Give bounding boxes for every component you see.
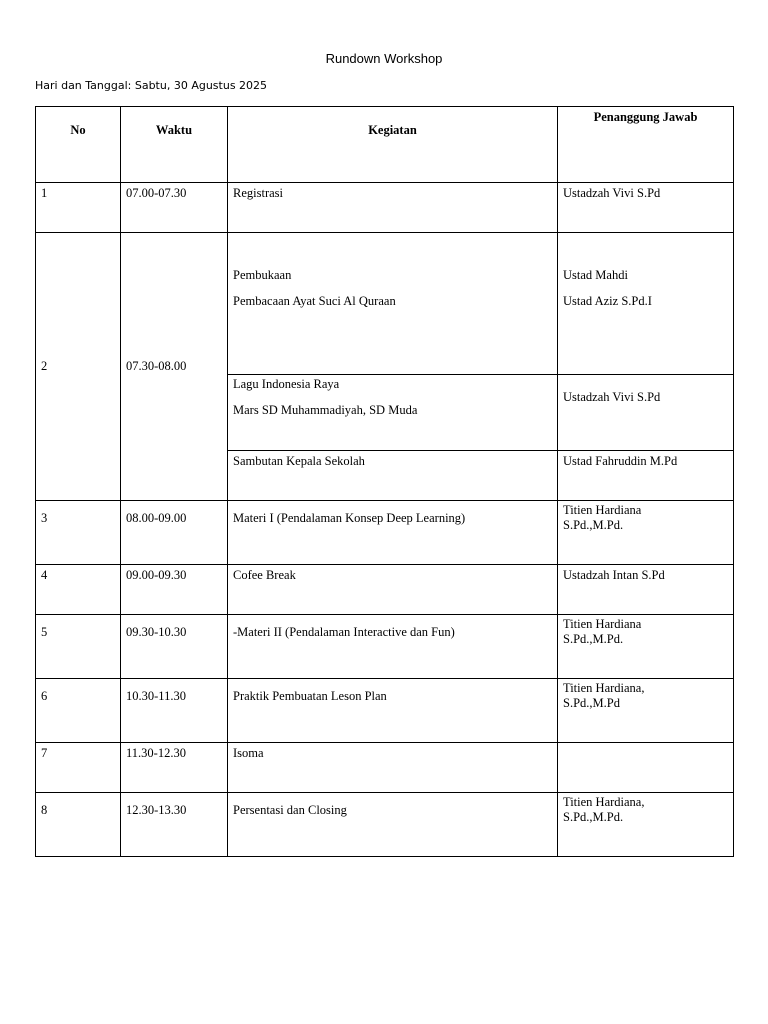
table-row [36, 793, 734, 857]
row-kegiatan: Cofee Break [228, 565, 558, 615]
row-no: 1 [36, 183, 121, 233]
row-pj [558, 679, 734, 743]
header-kegiatan: Kegiatan [228, 107, 558, 183]
row-kegiatan: Materi I (Pendalaman Konsep Deep Learning) [228, 501, 558, 565]
row-kegiatan [228, 375, 558, 451]
header-no: No [36, 107, 121, 183]
row-kegiatan: Sambutan Kepala Sekolah [228, 451, 558, 501]
row-kegiatan: Isoma [228, 743, 558, 793]
table-row [36, 501, 734, 565]
table-header-row [36, 107, 734, 183]
row-no: 3 [36, 501, 121, 565]
row-no: 6 [36, 679, 121, 743]
pj-line: S.Pd.,M.Pd. [563, 518, 624, 532]
pj-line: S.Pd.,M.Pd. [563, 632, 624, 646]
pj-line: Titien Hardiana, [563, 681, 645, 695]
row-no: 4 [36, 565, 121, 615]
row-pj [558, 615, 734, 679]
kegiatan-line: Lagu Indonesia Raya [233, 377, 340, 391]
table-row [36, 565, 734, 615]
row-pj: Ustadzah Vivi S.Pd [558, 183, 734, 233]
page-title: Rundown Workshop [325, 51, 443, 66]
table-row [36, 233, 734, 375]
row-waktu: 09.30-10.30 [121, 615, 228, 679]
pj-line: S.Pd.,M.Pd. [563, 810, 624, 824]
table-row [36, 679, 734, 743]
pj-line: Titien Hardiana, [563, 795, 645, 809]
row-kegiatan: Persentasi dan Closing [228, 793, 558, 857]
kegiatan-line: Pembukaan [233, 268, 292, 282]
row-waktu: 11.30-12.30 [121, 743, 228, 793]
row-kegiatan: Registrasi [228, 183, 558, 233]
header-penanggung-jawab: Penanggung Jawab [558, 107, 734, 183]
row-kegiatan: -Materi II (Pendalaman Interactive dan Fun) [228, 615, 558, 679]
row-kegiatan [228, 233, 558, 375]
row-waktu: 12.30-13.30 [121, 793, 228, 857]
pj-line: Titien Hardiana [563, 617, 642, 631]
row-waktu: 07.00-07.30 [121, 183, 228, 233]
row-kegiatan: Praktik Pembuatan Leson Plan [228, 679, 558, 743]
row-pj [558, 501, 734, 565]
row-no: 7 [36, 743, 121, 793]
date-line: Hari dan Tanggal: Sabtu, 30 Agustus 2025 [35, 79, 268, 92]
header-waktu: Waktu [121, 107, 228, 183]
pj-line: S.Pd.,M.Pd [563, 696, 620, 710]
row-waktu: 07.30-08.00 [121, 233, 228, 501]
row-pj [558, 793, 734, 857]
row-waktu: 10.30-11.30 [121, 679, 228, 743]
row-waktu: 08.00-09.00 [121, 501, 228, 565]
row-waktu: 09.00-09.30 [121, 565, 228, 615]
rundown-table [35, 106, 734, 857]
pj-line: Ustad Mahdi [563, 268, 628, 282]
pj-line: Ustad Aziz S.Pd.I [563, 294, 652, 308]
pj-line: Titien Hardiana [563, 503, 642, 517]
row-pj: Ustad Fahruddin M.Pd [558, 451, 734, 501]
row-pj: Ustadzah Vivi S.Pd [558, 375, 734, 451]
table-row [36, 183, 734, 233]
row-pj [558, 233, 734, 375]
row-pj: Ustadzah Intan S.Pd [558, 565, 734, 615]
row-pj [558, 743, 734, 793]
table-row [36, 615, 734, 679]
row-no: 8 [36, 793, 121, 857]
row-no: 2 [36, 233, 121, 501]
table-row [36, 743, 734, 793]
kegiatan-line: Pembacaan Ayat Suci Al Quraan [233, 294, 396, 308]
row-no: 5 [36, 615, 121, 679]
kegiatan-line: Mars SD Muhammadiyah, SD Muda [233, 403, 418, 417]
